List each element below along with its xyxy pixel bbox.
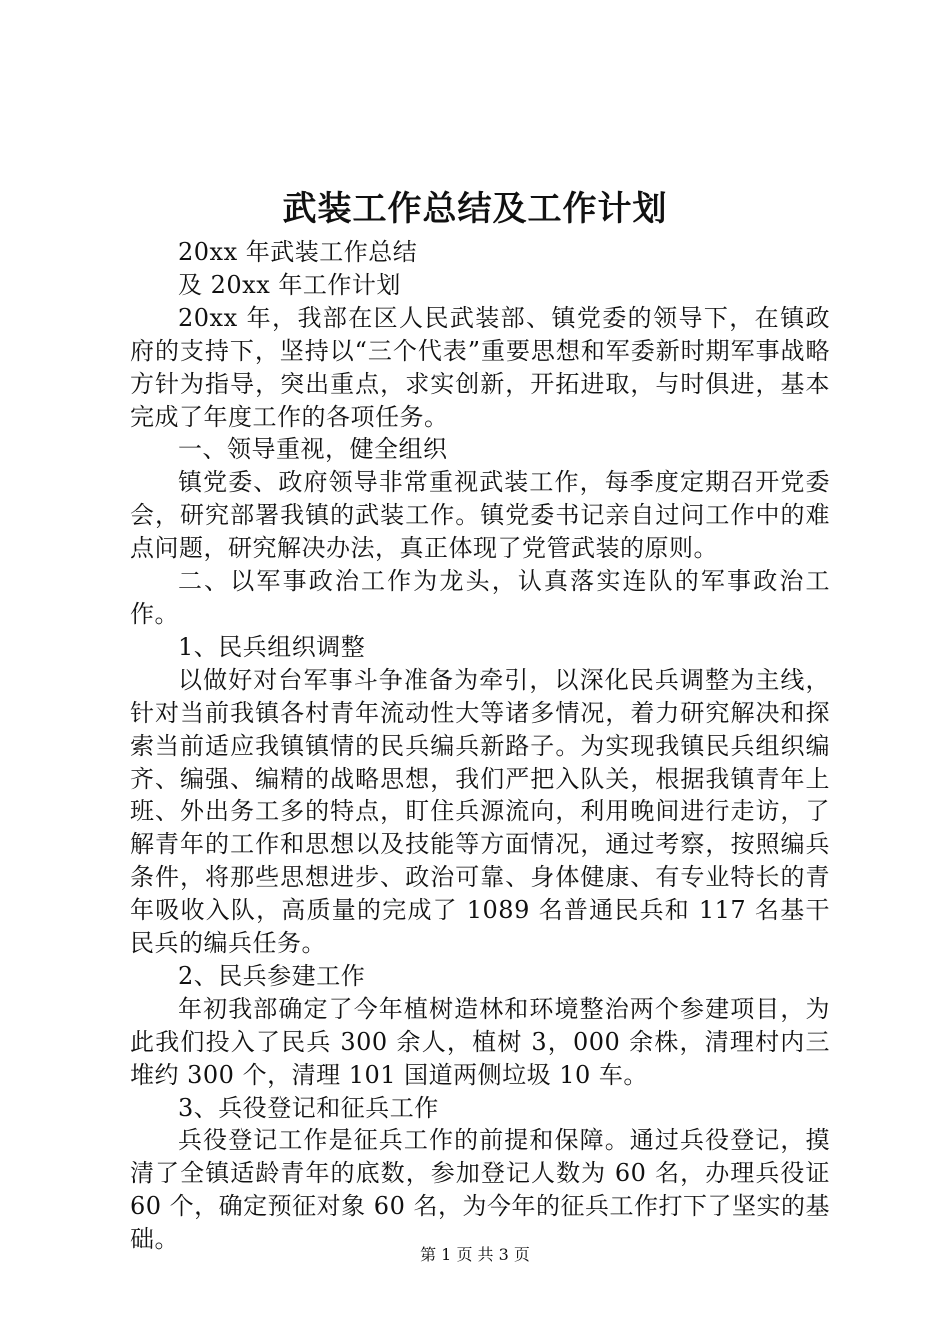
subtitle-line-1: 20xx 年武装工作总结 — [178, 238, 418, 266]
document-body — [130, 236, 830, 1256]
subsection-3-paragraph: 兵役登记工作是征兵工作的前提和保障。通过兵役登记，摸清了全镇适龄青年的底数，参加登记人数为 60 名，办理兵役证 60 个，确定预征对象 60 名，为今年的征兵工作打下了坚实的基础。 — [130, 1126, 830, 1254]
page-footer: 第 1 页 共 3 页 — [420, 1245, 530, 1264]
subsection-heading-1: 1、民兵组织调整 — [178, 632, 366, 661]
subtitle-line-2: 及 20xx 年工作计划 — [178, 270, 401, 299]
section-1-paragraph: 镇党委、政府领导非常重视武装工作，每季度定期召开党委会，研究部署我镇的武装工作。镇党委书记亲自过问工作中的难点问题，研究解决办法，真正体现了党管武装的原则。 — [130, 468, 830, 563]
document-title: 武装工作总结及工作计划 — [282, 189, 668, 229]
subsection-heading-3: 3、兵役登记和征兵工作 — [178, 1093, 439, 1122]
subsection-heading-2: 2、民兵参建工作 — [178, 961, 366, 990]
subsection-1-paragraph: 以做好对台军事斗争准备为牵引，以深化民兵调整为主线，针对当前我镇各村青年流动性大等诸多情况，着力研究解决和探索当前适应我镇镇情的民兵编兵新路子。为实现我镇民兵组织编齐、编强、编精的战略思想，我们严把入队关，根据我镇青年上班、外出务工多的特点，盯住兵源流向，利用晚间进行走访，了解青年的工作和思想以及技能等方面情况，通过考察，按照编兵条件，将那些思想进步、政治可靠、身体健康、有专业特长的青年吸收入队，高质量的完成了 1089 名普通民兵和 117 名基干民兵的编兵任务。 — [130, 665, 830, 958]
section-heading-1: 一、领导重视，健全组织 — [178, 435, 448, 464]
intro-paragraph: 20xx 年，我部在区人民武装部、镇党委的领导下，在镇政府的支持下，坚持以“三个代表”重要思想和军委新时期军事战略方针为指导，突出重点，求实创新，开拓进取，与时俱进，基本完成了年度工作的各项任务。 — [130, 303, 830, 431]
section-heading-2: 二、以军事政治工作为龙头，认真落实连队的军事政治工作。 — [130, 567, 830, 628]
subsection-2-paragraph: 年初我部确定了今年植树造林和环境整治两个参建项目，为此我们投入了民兵 300 余人，植树 3，000 余株，清理村内三堆约 300 个，清理 101 国道两侧垃圾 10 车。 — [130, 994, 830, 1089]
